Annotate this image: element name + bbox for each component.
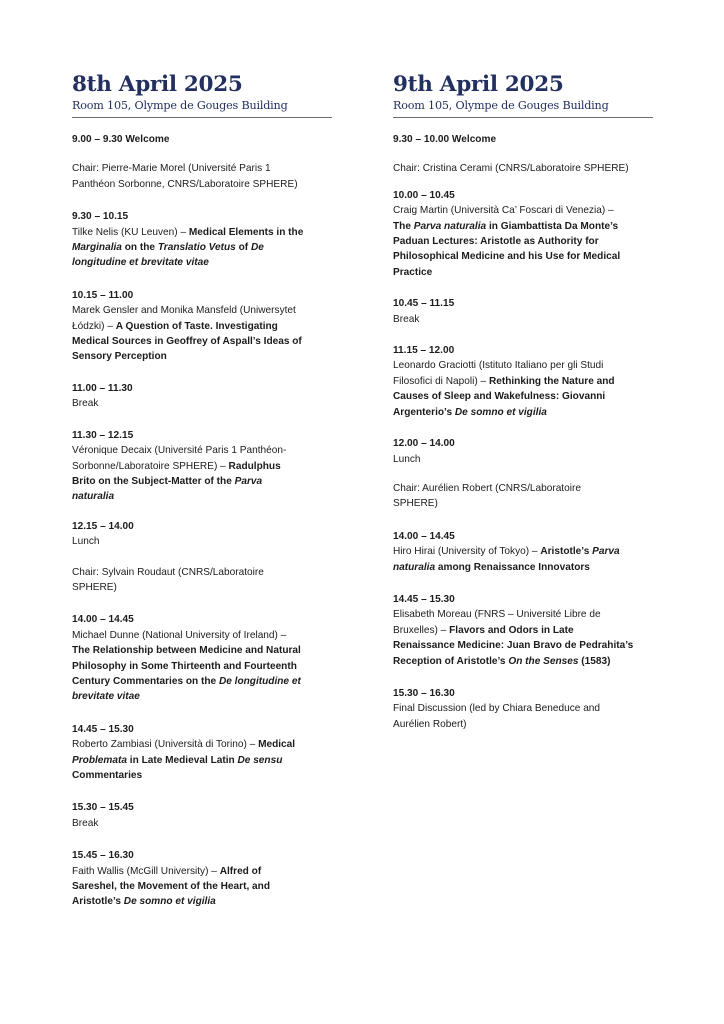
text-run: in Giambattista Da Monte’s: [486, 220, 619, 232]
text-run: Aurélien Robert): [393, 718, 467, 730]
session-line: [72, 643, 332, 658]
chair-block: [72, 161, 332, 192]
text-run: Flavors and Odors in Late: [449, 624, 574, 636]
text-run: Century Commentaries on the: [72, 675, 219, 687]
session-block: [393, 436, 653, 467]
text-run: Argenterio’s: [393, 406, 455, 418]
text-run: Sareshel, the Movement of the Heart, and: [72, 881, 270, 893]
text-run: of: [235, 242, 251, 254]
session-line: [72, 816, 332, 831]
text-run: Philosophical Medicine and his Use for Medical: [393, 251, 621, 263]
session-time: 15.30 – 15.45: [72, 802, 134, 814]
text-run: Final Discussion (led by Chiara Beneduce and: [393, 703, 601, 715]
text-run: De sensu: [237, 754, 283, 766]
text-run: Brito on the Subject-Matter of the: [72, 475, 235, 487]
chair-block: [72, 565, 332, 596]
session-time: 10.15 – 11.00: [72, 289, 134, 301]
text-run: Roberto Zambiasi (Università di Torino) –: [72, 739, 259, 751]
text-run: Problemata: [72, 754, 127, 766]
text-run: Lunch: [72, 536, 100, 548]
session-line: [393, 638, 653, 653]
text-run: Marek Gensler and Monika Mansfeld (Uniwersytet: [72, 305, 296, 317]
session-line: [393, 234, 653, 249]
session-line: [393, 405, 653, 420]
session-block: [393, 188, 653, 280]
session-line: [393, 389, 653, 404]
session-line: [393, 496, 653, 511]
text-run: on the: [121, 242, 158, 254]
text-run: Craig Martin (Università Ca’ Foscari di Venezia) –: [393, 205, 614, 217]
day-2-date: 9th April 2025: [393, 72, 564, 97]
session-time: 9.30 – 10.00 Welcome: [393, 134, 497, 145]
session-line: [393, 654, 653, 669]
session-time: 14.00 – 14.45: [72, 614, 134, 626]
text-run: Sensory Perception: [72, 351, 167, 363]
session-line: [393, 161, 653, 176]
session-line: [393, 481, 653, 496]
session-block: [393, 296, 653, 327]
day-1-date: 8th April 2025: [72, 72, 243, 97]
session-line: [72, 459, 332, 474]
session-time: 10.45 – 11.15: [393, 298, 455, 310]
text-run: naturalia: [393, 561, 436, 573]
text-run: Faith Wallis (McGill University) –: [72, 865, 220, 877]
day-1-column: [72, 72, 332, 910]
session-line: [393, 219, 653, 234]
session-line: [72, 674, 332, 689]
text-run: Chair: Sylvain Roudaut (CNRS/Laboratoire: [72, 566, 264, 578]
text-run: Causes of Sleep and Wakefulness: Giovanni: [393, 391, 606, 403]
text-run: Lunch: [393, 453, 421, 465]
session-time: 12.15 – 14.00: [72, 520, 134, 532]
day-1-room: Room 105, Olympe de Gouges Building: [72, 99, 288, 112]
text-run: Sorbonne/Laboratoire SPHERE) –: [72, 460, 229, 472]
text-run: The Relationship between Medicine and Natural: [72, 645, 301, 657]
session-block: [72, 209, 332, 271]
session-time: 11.15 – 12.00: [393, 345, 455, 357]
session-block: [393, 343, 653, 420]
session-block: [72, 381, 332, 412]
session-line: [72, 534, 332, 549]
text-run: Break: [72, 398, 99, 410]
session-block: [72, 132, 332, 147]
text-run: Parva: [592, 546, 620, 558]
text-run: Renaissance Medicine: Juan Bravo de Pedrahita’s: [393, 640, 634, 652]
session-line: [72, 628, 332, 643]
text-run: Chair: Cristina Cerami (CNRS/Laboratoire SPHERE): [393, 163, 629, 175]
session-time: 10.00 – 10.45: [393, 189, 455, 201]
text-run: Parva: [234, 475, 263, 487]
text-run: Łódzki) –: [72, 320, 116, 332]
text-run: On the Senses: [508, 655, 579, 667]
session-block: [72, 800, 332, 831]
text-run: Break: [72, 817, 99, 829]
text-run: Elisabeth Moreau (FNRS – Université Libre de: [393, 609, 601, 621]
session-block: [393, 592, 653, 669]
session-line: [72, 334, 332, 349]
text-run: De longitudine et: [218, 675, 301, 687]
session-line: [393, 249, 653, 264]
text-run: Panthéon Sorbonne, CNRS/Laboratoire SPHERE): [72, 178, 298, 190]
session-line: [72, 689, 332, 704]
text-run: longitudine et brevitate vitae: [72, 257, 209, 269]
text-run: Medical Elements in the: [188, 226, 304, 238]
session-block: [72, 848, 332, 910]
session-time: 9.00 – 9.30 Welcome: [72, 134, 170, 145]
text-run: Alfred of: [219, 865, 262, 877]
text-run: Michael Dunne (National University of Ireland) –: [72, 629, 287, 641]
session-time: 12.00 – 14.00: [393, 438, 455, 450]
session-time: 14.00 – 14.45: [393, 530, 455, 542]
day-2-column: [393, 72, 653, 732]
session-line: [72, 864, 332, 879]
text-run: Radulphus: [228, 460, 281, 472]
session-line: [72, 303, 332, 318]
session-line: [393, 701, 653, 716]
session-line: [393, 623, 653, 638]
text-run: Leonardo Graciotti (Istituto Italiano per gli Studi: [393, 360, 604, 372]
session-line: [72, 659, 332, 674]
text-run: Parva naturalia: [413, 220, 487, 232]
session-time: 9.30 – 10.15: [72, 211, 129, 223]
text-run: Véronique Decaix (Université Paris 1 Panthéon-: [72, 445, 287, 457]
session-time: 11.30 – 12.15: [72, 429, 134, 441]
text-run: Commentaries: [72, 770, 143, 781]
text-run: SPHERE): [72, 581, 117, 593]
session-block: [72, 288, 332, 365]
day-1-schedule: [72, 132, 332, 910]
session-block: [72, 428, 332, 505]
session-line: [72, 443, 332, 458]
text-run: Practice: [393, 266, 433, 278]
session-time: 15.45 – 16.30: [72, 850, 134, 862]
text-run: A Question of Taste. Investigating: [115, 320, 278, 332]
text-run: Hiro Hirai (University of Tokyo) –: [393, 546, 541, 558]
session-line: [393, 358, 653, 373]
text-run: Rethinking the Nature and: [488, 375, 615, 387]
session-line: [393, 203, 653, 218]
text-run: Chair: Pierre-Marie Morel (Université Paris 1: [72, 163, 271, 175]
session-line: [72, 474, 332, 489]
session-block: [72, 519, 332, 550]
session-line: [72, 737, 332, 752]
session-time: 14.45 – 15.30: [72, 723, 134, 735]
session-time: 15.30 – 16.30: [393, 687, 455, 699]
chair-block: [393, 161, 653, 176]
day-1-divider: [72, 117, 332, 118]
session-line: [72, 240, 332, 255]
session-line: [72, 177, 332, 192]
session-line: [393, 452, 653, 467]
text-run: Filosofici di Napoli) –: [393, 375, 489, 387]
session-line: [393, 560, 653, 575]
text-run: De somno et vigilia: [123, 896, 216, 908]
session-block: [393, 686, 653, 732]
text-run: Translatio Vetus: [157, 242, 236, 254]
text-run: Chair: Aurélien Robert (CNRS/Laboratoire: [393, 482, 581, 494]
session-line: [72, 894, 332, 909]
text-run: Aristotle’s: [72, 896, 124, 908]
text-run: Tilke Nelis (KU Leuven) –: [72, 226, 189, 238]
session-line: [72, 565, 332, 580]
session-block: [72, 612, 332, 704]
session-line: [72, 161, 332, 176]
session-line: [393, 265, 653, 280]
text-run: (1583): [578, 655, 611, 667]
session-line: [72, 255, 332, 270]
text-run: SPHERE): [393, 498, 438, 510]
text-run: Medical Sources in Geoffrey of Aspall’s Ideas of: [72, 336, 302, 348]
session-line: [72, 768, 332, 783]
session-line: [393, 374, 653, 389]
session-line: [393, 607, 653, 622]
text-run: Paduan Lectures: Aristotle as Authority for: [393, 236, 599, 248]
text-run: De somno et vigilia: [454, 406, 547, 418]
text-run: Break: [393, 313, 420, 325]
session-line: [393, 544, 653, 559]
session-line: [72, 489, 332, 504]
text-run: Medical: [258, 739, 296, 751]
session-line: [72, 225, 332, 240]
text-run: De: [250, 242, 264, 254]
day-2-room: Room 105, Olympe de Gouges Building: [393, 99, 609, 112]
text-run: Bruxelles) –: [393, 624, 450, 636]
session-block: [393, 529, 653, 575]
session-line: [393, 717, 653, 732]
text-run: The: [393, 220, 414, 232]
session-line: [72, 349, 332, 364]
session-block: [72, 722, 332, 784]
session-time: 11.00 – 11.30: [72, 382, 133, 394]
text-run: naturalia: [72, 491, 115, 503]
session-line: [72, 580, 332, 595]
text-run: in Late Medieval Latin: [126, 754, 238, 766]
session-line: [72, 879, 332, 894]
session-line: [72, 396, 332, 411]
text-run: Reception of Aristotle’s: [393, 655, 509, 667]
session-line: [393, 312, 653, 327]
session-line: [72, 319, 332, 334]
text-run: Philosophy in Some Thirteenth and Fourteenth: [72, 660, 297, 672]
text-run: Marginalia: [72, 242, 122, 254]
text-run: brevitate vitae: [72, 691, 140, 703]
day-2-schedule: [393, 132, 653, 732]
session-line: [72, 753, 332, 768]
session-block: [393, 132, 653, 147]
chair-block: [393, 481, 653, 512]
session-time: 14.45 – 15.30: [393, 593, 455, 605]
day-2-divider: [393, 117, 653, 118]
text-run: among Renaissance Innovators: [435, 561, 590, 573]
text-run: Aristotle’s: [540, 546, 593, 558]
